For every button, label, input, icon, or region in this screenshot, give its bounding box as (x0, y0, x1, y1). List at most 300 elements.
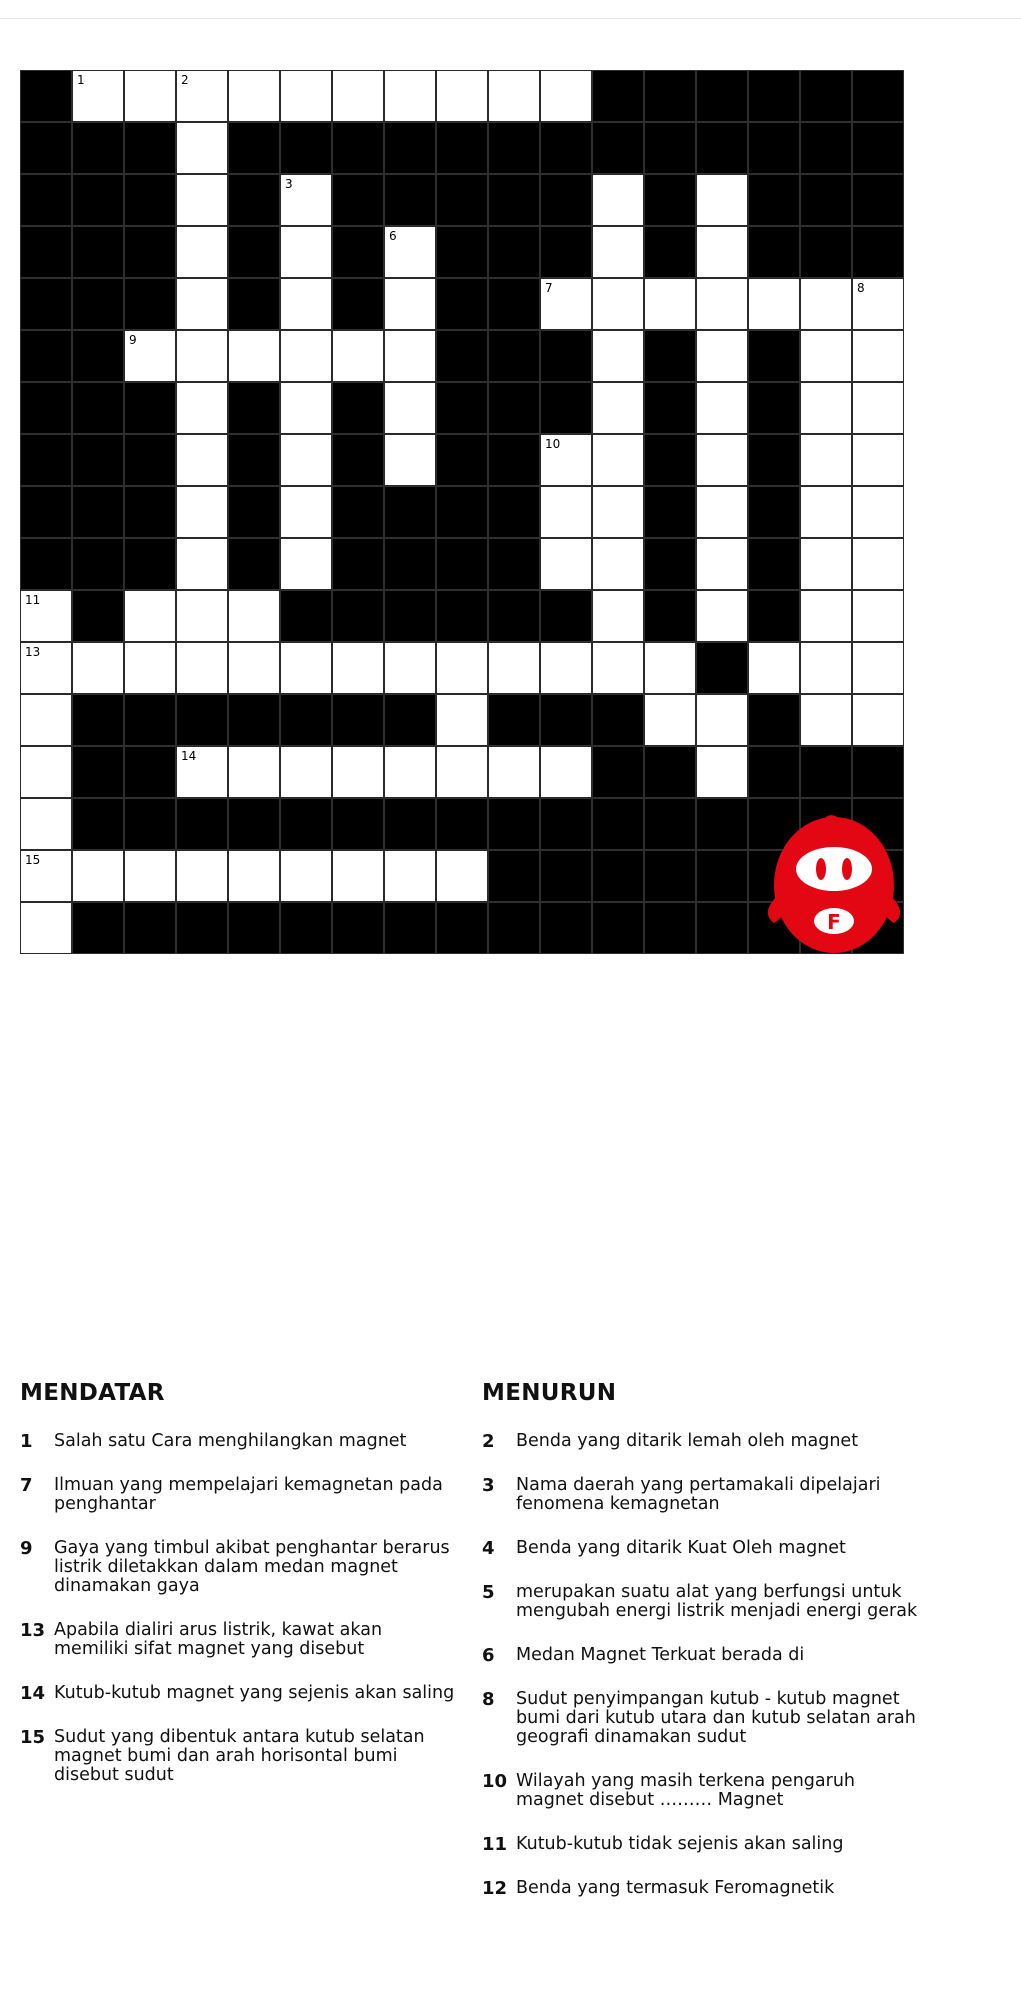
crossword-cell[interactable] (852, 434, 904, 486)
crossword-cell[interactable] (488, 746, 540, 798)
down-clue (482, 1583, 922, 1621)
crossword-block (332, 486, 384, 538)
crossword-block (384, 486, 436, 538)
crossword-cell[interactable] (592, 538, 644, 590)
down-clue (482, 1539, 922, 1558)
crossword-block (124, 226, 176, 278)
crossword-cell[interactable] (800, 330, 852, 382)
crossword-block (72, 590, 124, 642)
crossword-block (280, 694, 332, 746)
crossword-cell[interactable] (228, 590, 280, 642)
crossword-cell[interactable] (228, 70, 280, 122)
crossword-cell[interactable] (280, 70, 332, 122)
crossword-cell[interactable] (228, 850, 280, 902)
crossword-block (124, 174, 176, 226)
crossword-block (124, 486, 176, 538)
crossword-block (540, 694, 592, 746)
crossword-cell[interactable] (644, 278, 696, 330)
crossword-block (436, 538, 488, 590)
crossword-block (176, 798, 228, 850)
crossword-block (384, 694, 436, 746)
crossword-cell[interactable] (852, 590, 904, 642)
crossword-cell[interactable] (280, 174, 332, 226)
crossword-block (644, 122, 696, 174)
down-clue (482, 1646, 922, 1665)
down-clue-list (482, 1432, 922, 1923)
crossword-block (384, 538, 436, 590)
crossword-block (488, 278, 540, 330)
clue-text: Sudut yang dibentuk antara kutub selatan magnet bumi dan arah horisontal bumi disebut sudut (54, 1727, 425, 1785)
clue-text: Gaya yang timbul akibat penghantar berarus listrik diletakkan dalam medan magnet dinamakan gaya (54, 1538, 450, 1596)
down-clue (482, 1432, 922, 1451)
crossword-cell[interactable] (176, 226, 228, 278)
crossword-cell[interactable] (800, 590, 852, 642)
crossword-cell[interactable] (748, 642, 800, 694)
crossword-cell[interactable] (852, 278, 904, 330)
crossword-cell[interactable] (176, 382, 228, 434)
crossword-block (280, 122, 332, 174)
crossword-cell[interactable] (436, 746, 488, 798)
crossword-block (644, 902, 696, 954)
crossword-block (124, 538, 176, 590)
crossword-cell[interactable] (280, 538, 332, 590)
clue-text: Salah satu Cara menghilangkan magnet (54, 1431, 407, 1451)
crossword-block (228, 902, 280, 954)
crossword-cell[interactable] (436, 694, 488, 746)
crossword-block (488, 538, 540, 590)
clue-text: Benda yang ditarik Kuat Oleh magnet (516, 1538, 846, 1558)
crossword-cell[interactable] (20, 902, 72, 954)
clue-number-label: 7 (545, 281, 553, 295)
crossword-block (124, 746, 176, 798)
crossword-block (332, 538, 384, 590)
clue-number: 4 (482, 1538, 495, 1559)
crossword-cell[interactable] (228, 330, 280, 382)
crossword-block (748, 590, 800, 642)
crossword-block (280, 590, 332, 642)
crossword-block (384, 902, 436, 954)
crossword-block (332, 434, 384, 486)
crossword-cell[interactable] (124, 70, 176, 122)
crossword-cell[interactable] (488, 642, 540, 694)
crossword-block (72, 226, 124, 278)
crossword-cell[interactable] (800, 382, 852, 434)
clue-number-label: 15 (25, 853, 41, 867)
crossword-cell[interactable] (176, 538, 228, 590)
crossword-block (540, 330, 592, 382)
across-clue (20, 1728, 460, 1785)
crossword-cell[interactable] (436, 850, 488, 902)
crossword-cell[interactable] (228, 642, 280, 694)
crossword-cell[interactable] (280, 486, 332, 538)
crossword-cell[interactable] (332, 642, 384, 694)
crossword-block (124, 278, 176, 330)
crossword-cell[interactable] (332, 746, 384, 798)
down-clue (482, 1476, 922, 1514)
crossword-block (124, 902, 176, 954)
clue-number-label: 6 (389, 229, 397, 243)
crossword-block (748, 746, 800, 798)
crossword-cell[interactable] (280, 746, 332, 798)
crossword-cell[interactable] (176, 174, 228, 226)
crossword-block (436, 226, 488, 278)
crossword-cell[interactable] (592, 174, 644, 226)
crossword-cell[interactable] (20, 694, 72, 746)
crossword-cell[interactable] (384, 850, 436, 902)
crossword-cell[interactable] (124, 850, 176, 902)
crossword-cell[interactable] (280, 850, 332, 902)
clue-number: 15 (20, 1727, 46, 1748)
crossword-cell[interactable] (280, 434, 332, 486)
across-clue-list (20, 1432, 460, 1810)
crossword-block (20, 330, 72, 382)
crossword-block (20, 538, 72, 590)
crossword-block (696, 798, 748, 850)
crossword-block (436, 330, 488, 382)
crossword-cell[interactable] (124, 590, 176, 642)
crossword-cell[interactable] (592, 590, 644, 642)
clue-number: 13 (20, 1620, 46, 1641)
crossword-block (228, 174, 280, 226)
clue-text: Apabila dialiri arus listrik, kawat akan memiliki sifat magnet yang disebut (54, 1620, 383, 1659)
crossword-cell[interactable] (800, 278, 852, 330)
crossword-cell[interactable] (540, 278, 592, 330)
crossword-block (644, 746, 696, 798)
crossword-block (332, 902, 384, 954)
crossword-block (228, 538, 280, 590)
clue-number-label: 9 (129, 333, 137, 347)
clue-number-label: 1 (77, 73, 85, 87)
crossword-block (436, 902, 488, 954)
crossword-block (488, 486, 540, 538)
crossword-block (488, 850, 540, 902)
crossword-block (488, 122, 540, 174)
clue-text: Nama daerah yang pertamakali dipelajari fenomena kemagnetan (516, 1475, 881, 1514)
crossword-cell[interactable] (280, 382, 332, 434)
crossword-cell[interactable] (592, 330, 644, 382)
crossword-block (644, 798, 696, 850)
crossword-block (488, 382, 540, 434)
down-clue (482, 1835, 922, 1854)
crossword-block (124, 434, 176, 486)
crossword-cell[interactable] (800, 642, 852, 694)
crossword-block (644, 486, 696, 538)
crossword-cell[interactable] (592, 226, 644, 278)
crossword-cell[interactable] (852, 694, 904, 746)
crossword-block (748, 382, 800, 434)
crossword-cell[interactable] (540, 746, 592, 798)
clue-number-label: 12 (441, 593, 457, 607)
crossword-cell[interactable] (540, 486, 592, 538)
crossword-cell[interactable] (384, 70, 436, 122)
crossword-cell[interactable] (696, 694, 748, 746)
clue-number-label: 5 (753, 177, 761, 191)
clue-number-label: 14 (181, 749, 197, 763)
crossword-block (748, 538, 800, 590)
crossword-block (644, 70, 696, 122)
red-mascot-icon (758, 805, 910, 955)
crossword-cell[interactable] (852, 642, 904, 694)
crossword-cell[interactable] (800, 434, 852, 486)
crossword-cell[interactable] (176, 330, 228, 382)
crossword-cell[interactable] (592, 382, 644, 434)
crossword-cell[interactable] (384, 434, 436, 486)
crossword-block (72, 746, 124, 798)
crossword-block (228, 486, 280, 538)
crossword-cell[interactable] (852, 382, 904, 434)
crossword-cell[interactable] (592, 434, 644, 486)
crossword-block (592, 694, 644, 746)
crossword-block (124, 798, 176, 850)
crossword-block (332, 798, 384, 850)
crossword-cell[interactable] (540, 642, 592, 694)
crossword-block (72, 434, 124, 486)
crossword-cell[interactable] (696, 486, 748, 538)
down-clue (482, 1772, 922, 1810)
clue-text: Benda yang ditarik lemah oleh magnet (516, 1431, 859, 1451)
crossword-block (488, 330, 540, 382)
across-clue (20, 1476, 460, 1514)
crossword-cell[interactable] (436, 70, 488, 122)
clue-number: 14 (20, 1683, 46, 1704)
crossword-cell[interactable] (384, 278, 436, 330)
crossword-cell[interactable] (176, 70, 228, 122)
clue-text: Kutub-kutub magnet yang sejenis akan saling (54, 1683, 455, 1703)
clue-text: Kutub-kutub tidak sejenis akan saling (516, 1834, 844, 1854)
crossword-block (124, 122, 176, 174)
crossword-block (332, 694, 384, 746)
crossword-block (332, 226, 384, 278)
crossword-cell[interactable] (696, 590, 748, 642)
crossword-cell[interactable] (540, 434, 592, 486)
crossword-cell[interactable] (20, 590, 72, 642)
crossword-cell[interactable] (384, 330, 436, 382)
crossword-block (228, 226, 280, 278)
clue-number: 9 (20, 1538, 33, 1559)
clue-number: 11 (482, 1834, 508, 1855)
crossword-block (176, 694, 228, 746)
clue-number-label: 11 (25, 593, 41, 607)
across-clue (20, 1684, 460, 1703)
crossword-block (852, 70, 904, 122)
crossword-cell[interactable] (644, 694, 696, 746)
crossword-block (20, 434, 72, 486)
crossword-block (228, 122, 280, 174)
crossword-cell[interactable] (20, 642, 72, 694)
crossword-block (332, 278, 384, 330)
down-clue (482, 1879, 922, 1898)
crossword-block (644, 330, 696, 382)
clue-number: 12 (482, 1878, 508, 1899)
crossword-block (644, 538, 696, 590)
crossword-block (384, 590, 436, 642)
crossword-cell[interactable] (176, 278, 228, 330)
crossword-cell[interactable] (748, 278, 800, 330)
crossword-cell[interactable] (592, 278, 644, 330)
crossword-cell[interactable] (384, 642, 436, 694)
crossword-cell[interactable] (20, 798, 72, 850)
crossword-cell[interactable] (488, 70, 540, 122)
crossword-cell[interactable] (800, 538, 852, 590)
crossword-block (748, 694, 800, 746)
crossword-block (436, 174, 488, 226)
crossword-cell[interactable] (696, 278, 748, 330)
crossword-cell[interactable] (696, 226, 748, 278)
crossword-cell[interactable] (852, 538, 904, 590)
crossword-block (852, 174, 904, 226)
crossword-block (488, 694, 540, 746)
crossword-block (592, 70, 644, 122)
clue-number: 10 (482, 1771, 508, 1792)
crossword-block (748, 330, 800, 382)
crossword-cell[interactable] (384, 382, 436, 434)
crossword-block (540, 590, 592, 642)
crossword-block (332, 122, 384, 174)
clue-number-label: 4 (649, 177, 657, 191)
crossword-cell[interactable] (852, 330, 904, 382)
crossword-cell[interactable] (436, 642, 488, 694)
crossword-block (800, 174, 852, 226)
crossword-cell[interactable] (696, 538, 748, 590)
crossword-cell[interactable] (332, 70, 384, 122)
crossword-block (436, 590, 488, 642)
crossword-block (852, 226, 904, 278)
crossword-block (592, 798, 644, 850)
crossword-block (20, 278, 72, 330)
crossword-cell[interactable] (696, 330, 748, 382)
crossword-block (852, 746, 904, 798)
clue-text: merupakan suatu alat yang berfungsi untuk mengubah energi listrik menjadi energi gerak (516, 1582, 918, 1621)
crossword-block (332, 590, 384, 642)
crossword-block (72, 122, 124, 174)
crossword-block (540, 382, 592, 434)
crossword-block (72, 278, 124, 330)
clue-number-label: 2 (181, 73, 189, 87)
crossword-block (800, 746, 852, 798)
crossword-block (696, 642, 748, 694)
crossword-cell[interactable] (20, 746, 72, 798)
crossword-cell[interactable] (384, 746, 436, 798)
clue-text: Medan Magnet Terkuat berada di (516, 1645, 805, 1665)
crossword-block (332, 174, 384, 226)
crossword-block (72, 798, 124, 850)
crossword-block (228, 694, 280, 746)
crossword-cell[interactable] (540, 70, 592, 122)
crossword-block (72, 902, 124, 954)
crossword-cell[interactable] (280, 642, 332, 694)
crossword-cell[interactable] (280, 330, 332, 382)
across-clue (20, 1539, 460, 1596)
crossword-cell[interactable] (696, 434, 748, 486)
crossword-cell[interactable] (20, 850, 72, 902)
crossword-block (748, 122, 800, 174)
crossword-cell[interactable] (592, 486, 644, 538)
clue-number: 1 (20, 1431, 33, 1452)
clue-text: Wilayah yang masih terkena pengaruh magnet disebut ……… Magnet (516, 1771, 856, 1810)
crossword-cell[interactable] (124, 642, 176, 694)
crossword-cell[interactable] (176, 850, 228, 902)
crossword-cell[interactable] (280, 226, 332, 278)
clue-text: Sudut penyimpangan kutub - kutub magnet bumi dari kutub utara dan kutub selatan arah geografi dinamakan sudut (516, 1689, 916, 1747)
crossword-block (72, 694, 124, 746)
crossword-block (592, 746, 644, 798)
crossword-cell[interactable] (696, 174, 748, 226)
crossword-block (540, 850, 592, 902)
crossword-block (748, 434, 800, 486)
crossword-block (488, 226, 540, 278)
crossword-cell[interactable] (176, 642, 228, 694)
crossword-cell[interactable] (72, 642, 124, 694)
crossword-block (644, 174, 696, 226)
clue-text: Ilmuan yang mempelajari kemagnetan pada penghantar (54, 1475, 443, 1514)
crossword-cell[interactable] (176, 486, 228, 538)
crossword-cell[interactable] (72, 850, 124, 902)
crossword-block (852, 122, 904, 174)
clue-number: 2 (482, 1431, 495, 1452)
crossword-cell[interactable] (332, 850, 384, 902)
crossword-block (644, 382, 696, 434)
crossword-cell[interactable] (592, 642, 644, 694)
crossword-cell[interactable] (644, 642, 696, 694)
crossword-cell[interactable] (176, 122, 228, 174)
crossword-block (20, 70, 72, 122)
crossword-cell[interactable] (384, 226, 436, 278)
crossword-block (800, 122, 852, 174)
crossword-cell[interactable] (540, 538, 592, 590)
crossword-cell[interactable] (800, 486, 852, 538)
crossword-block (20, 122, 72, 174)
mascot-letter: F (827, 910, 841, 934)
clue-number-label: 8 (857, 281, 865, 295)
crossword-block (20, 382, 72, 434)
crossword-block (748, 70, 800, 122)
crossword-cell[interactable] (228, 746, 280, 798)
crossword-block (592, 902, 644, 954)
crossword-cell[interactable] (800, 694, 852, 746)
crossword-block (72, 486, 124, 538)
crossword-cell[interactable] (696, 746, 748, 798)
crossword-block (488, 434, 540, 486)
crossword-block (696, 122, 748, 174)
clue-number: 7 (20, 1475, 33, 1496)
crossword-cell[interactable] (72, 70, 124, 122)
crossword-block (644, 590, 696, 642)
crossword-cell[interactable] (124, 330, 176, 382)
crossword-cell[interactable] (176, 434, 228, 486)
crossword-block (124, 382, 176, 434)
clue-number: 5 (482, 1582, 495, 1603)
crossword-block (72, 382, 124, 434)
crossword-block (436, 798, 488, 850)
crossword-block (748, 226, 800, 278)
crossword-block (384, 122, 436, 174)
crossword-block (280, 902, 332, 954)
crossword-block (592, 122, 644, 174)
crossword-cell[interactable] (696, 382, 748, 434)
across-heading: MENDATAR (20, 1380, 165, 1406)
crossword-block (72, 174, 124, 226)
crossword-cell[interactable] (176, 746, 228, 798)
crossword-block (748, 486, 800, 538)
crossword-block (124, 694, 176, 746)
crossword-block (644, 850, 696, 902)
crossword-cell[interactable] (176, 590, 228, 642)
crossword-block (436, 122, 488, 174)
top-divider (0, 18, 1021, 19)
crossword-cell[interactable] (332, 330, 384, 382)
crossword-cell[interactable] (852, 486, 904, 538)
crossword-cell[interactable] (280, 278, 332, 330)
